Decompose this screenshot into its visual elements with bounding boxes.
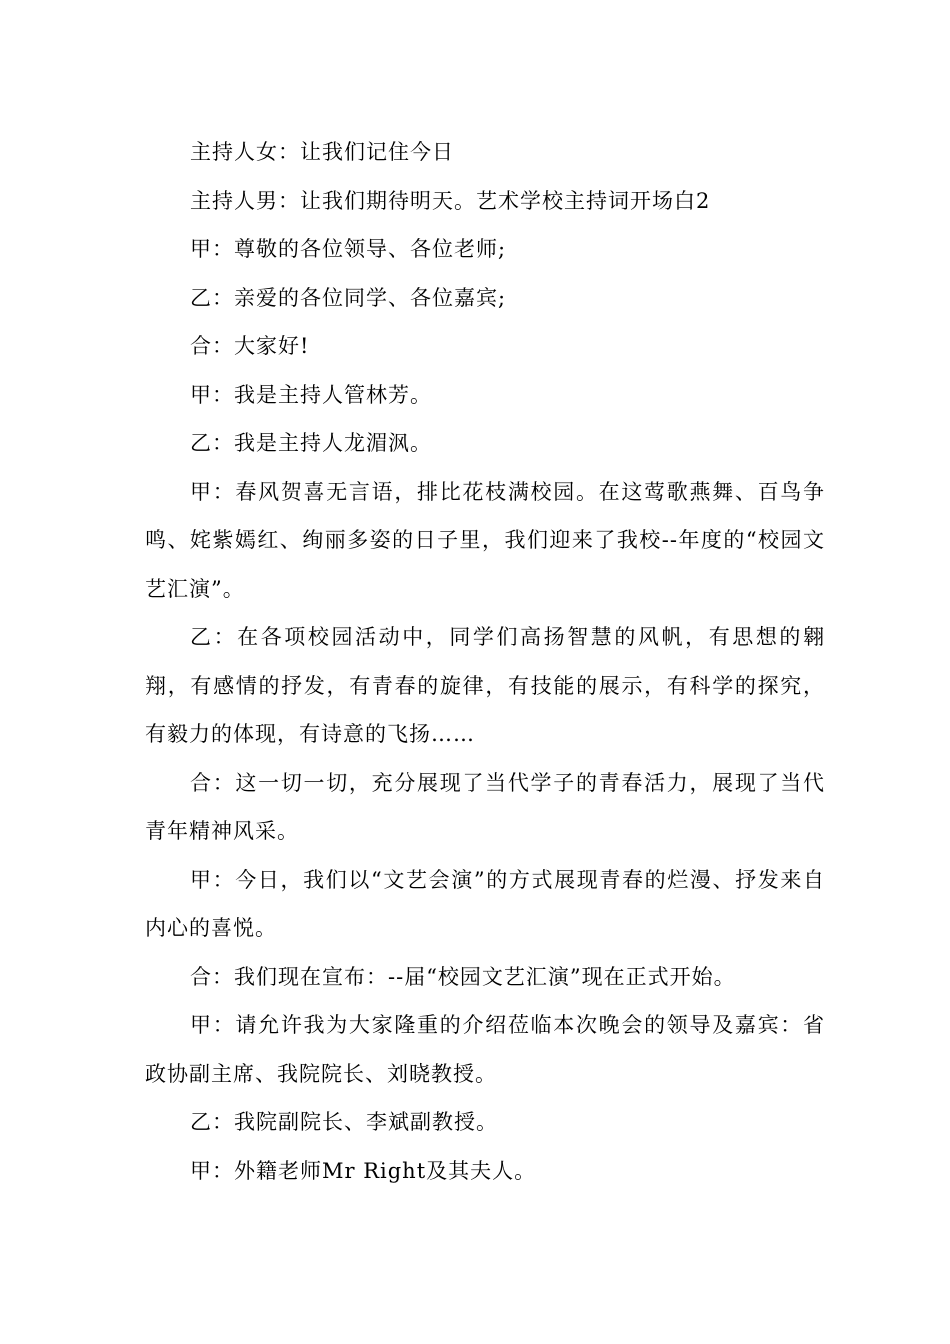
- paragraph: 合：这一切一切，充分展现了当代学子的青春活力，展现了当代青年精神风采。: [145, 770, 825, 843]
- paragraph: 乙：我是主持人龙湄沨。: [190, 431, 432, 455]
- paragraph: 甲：春风贺喜无言语，排比花枝满校园。在这莺歌燕舞、百鸟争鸣、姹紫嫣红、绚丽多姿的日子里，我们迎来了我校--年度的“校园文艺汇演”。: [145, 479, 825, 601]
- paragraph: 合：大家好!: [190, 334, 310, 358]
- paragraph: 甲：外籍老师Mr Right及其夫人。: [190, 1158, 537, 1183]
- paragraph: 甲：请允许我为大家隆重的介绍莅临本次晚会的领导及嘉宾：省政协副主席、我院院长、刘晓教授。: [145, 1013, 825, 1086]
- paragraph: 甲：尊敬的各位领导、各位老师;: [190, 237, 507, 261]
- paragraph: 乙：我院副院长、李斌副教授。: [190, 1110, 498, 1134]
- paragraph: 乙：亲爱的各位同学、各位嘉宾;: [190, 285, 507, 310]
- paragraph: 甲：我是主持人管林芳。: [190, 382, 432, 407]
- paragraph: 甲：今日，我们以“文艺会演”的方式展现青春的烂漫、抒发来自内心的喜悦。: [145, 867, 825, 940]
- document-body: [145, 128, 825, 1195]
- paragraph: 乙：在各项校园活动中，同学们高扬智慧的风帆，有思想的翱翔，有感情的抒发，有青春的旋律，有技能的展示，有科学的探究，有毅力的体现，有诗意的飞扬……: [145, 625, 825, 746]
- paragraph: 合：我们现在宣布：--届“校园文艺汇演”现在正式开始。: [190, 964, 736, 989]
- paragraph: 主持人女：让我们记住今日: [190, 140, 454, 164]
- paragraph: 主持人男：让我们期待明天。艺术学校主持词开场白2: [190, 188, 711, 213]
